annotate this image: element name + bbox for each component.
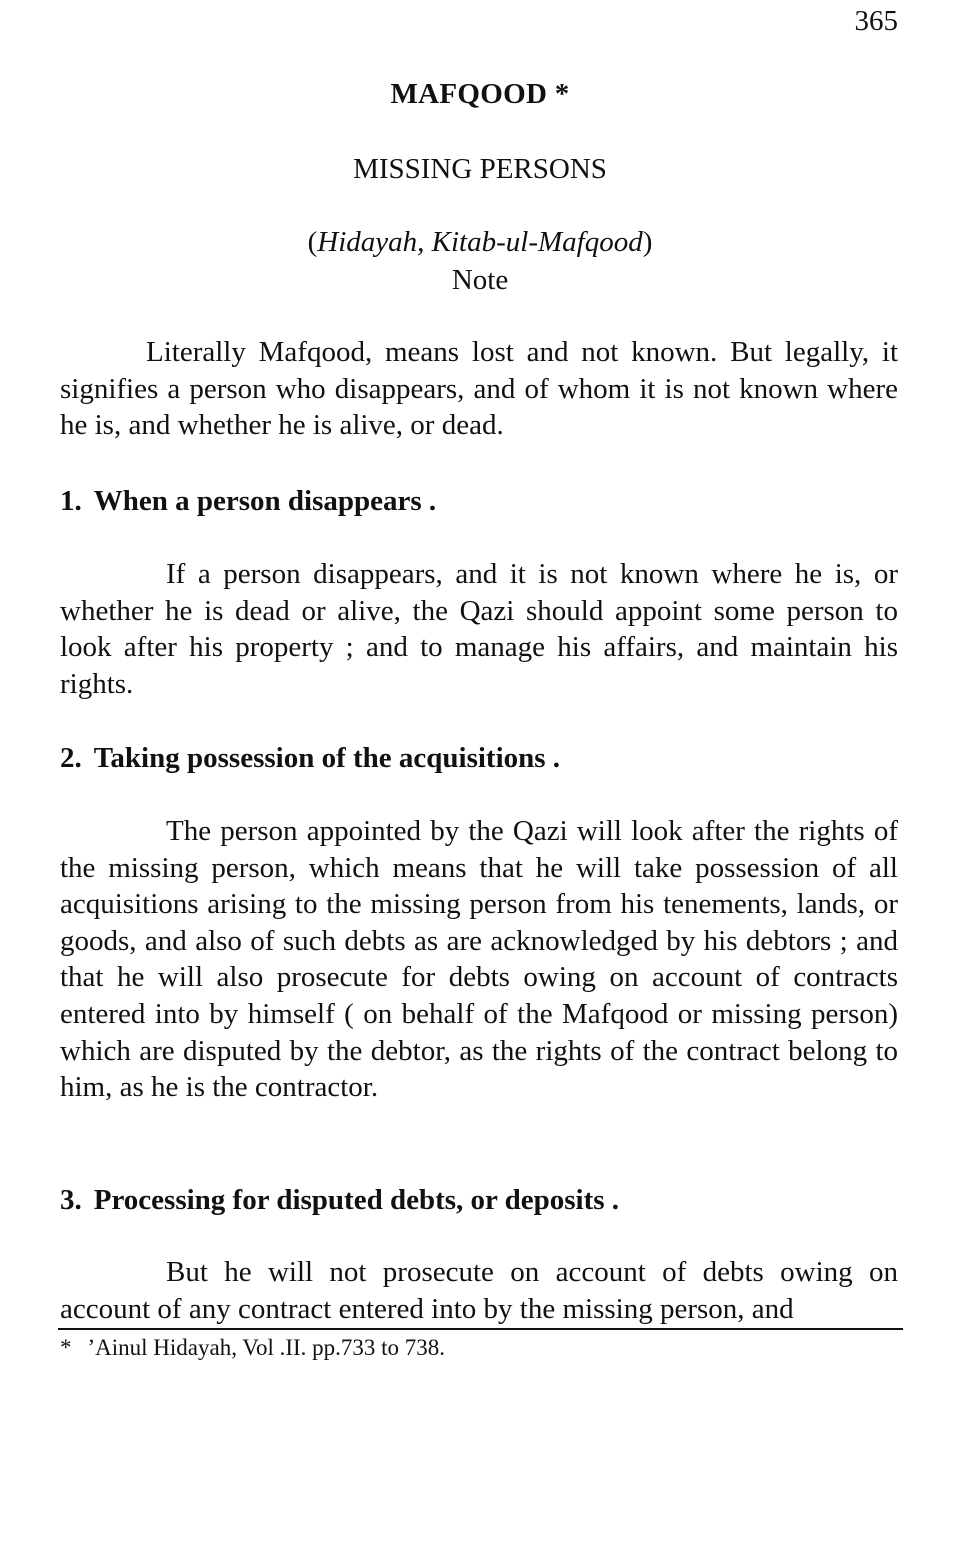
section-heading-text: Taking possession of the acquisitions . (93, 742, 561, 774)
section-number: 1. (60, 485, 82, 517)
source-citation (0, 224, 960, 260)
section-heading-text: When a person disappears . (93, 485, 437, 517)
source-close-paren: ) (642, 226, 653, 258)
footnote-divider (58, 1328, 903, 1330)
chapter-subtitle: MISSING PERSONS (353, 153, 607, 185)
section-heading (60, 1182, 898, 1218)
section-heading-text: Processing for disputed debts, or deposits . (93, 1184, 620, 1216)
source-text: Hidayah, Kitab-ul-Mafqood (317, 226, 643, 258)
chapter-title: MAFQOOD * (390, 78, 570, 110)
intro-paragraph: Literally Mafqood, means lost and not known. But legally, it signifies a person who disappears, and of whom it is not known where he is, and whether he is alive, or dead. (60, 336, 898, 442)
section-heading (60, 483, 898, 519)
section-heading (60, 740, 898, 776)
section-number: 3. (60, 1184, 82, 1216)
section-paragraph: The person appointed by the Qazi will look after the rights of the missing person, which means that he will take possession of all acquisitions arising to the missing person from his tenements, lands, or goods, and also of such debts as are acknowledged by his debtors ; and that he will also prosecute for debts owing on account of contracts entered into by himself ( on behalf of the Mafqood or missing person) which are disputed by the debtor, as the rights of the contract belong to him, as he is the contractor. (60, 815, 898, 1104)
page-number: 365 (854, 5, 898, 37)
source-open-paren: ( (307, 226, 318, 258)
note-label: Note (451, 264, 509, 296)
section-paragraph: But he will not prosecute on account of debts owing on account of any contract entered into by the missing person, and (60, 1256, 898, 1325)
footnote (60, 1333, 445, 1363)
footnote-mark: * (60, 1335, 72, 1360)
footnote-text: ’Ainul Hidayah, Vol .II. pp.733 to 738. (87, 1335, 446, 1360)
section-paragraph: If a person disappears, and it is not known where he is, or whether he is dead or alive, the Qazi should appoint some person to look after his property ; and to manage his affairs, and maintain his rights. (60, 558, 898, 700)
section-number: 2. (60, 742, 82, 774)
